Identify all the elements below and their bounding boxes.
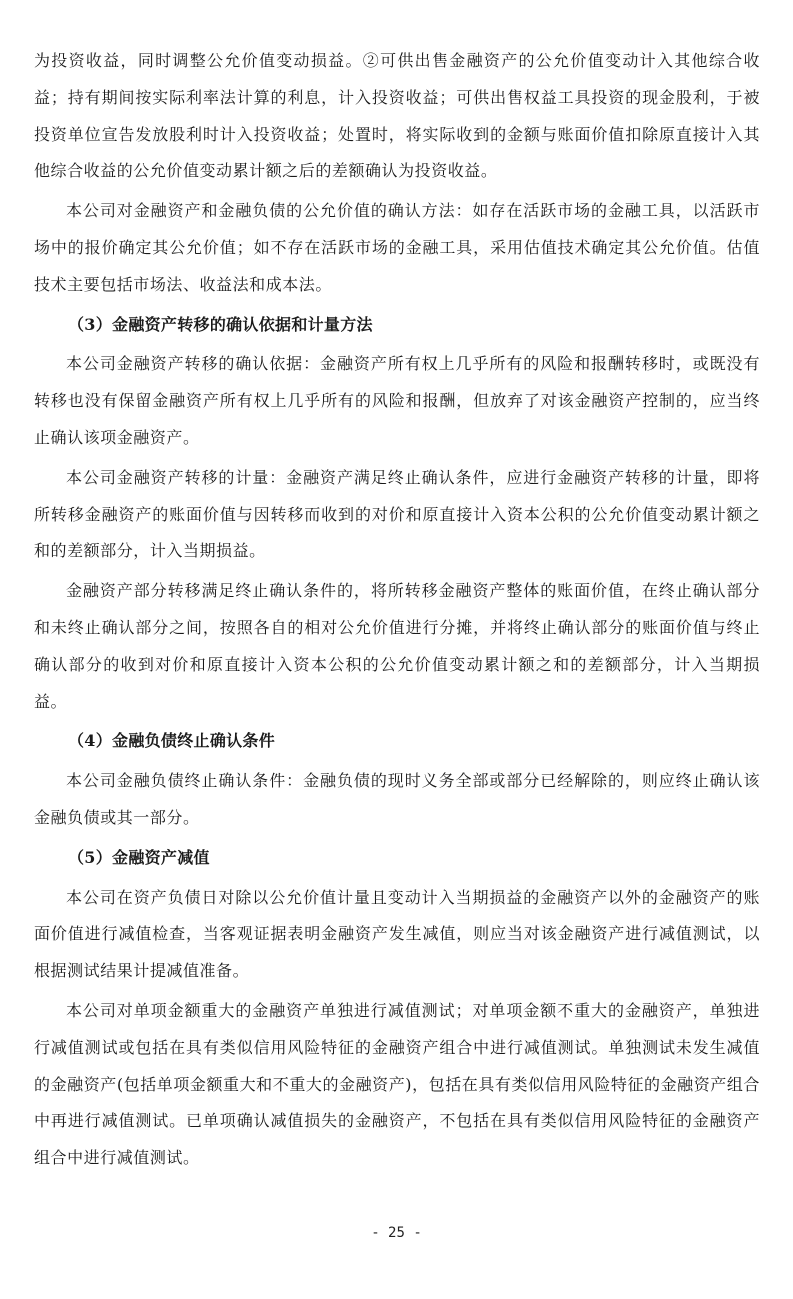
paragraph-investment-income-continuation: 为投资收益，同时调整公允价值变动损益。②可供出售金融资产的公允价值变动计入其他综合收益；持有期间按实际利率法计算的利息，计入投资收益；可供出售权益工具投资的现金股利，于被投资单位宣告发放股利时计入投资收益；处置时，将实际收到的金额与账面价值扣除原直接计入其他综合收益的公允价值变动累计额之后的差额确认为投资收益。	[34, 51, 760, 181]
paragraph-fair-value-method: 本公司对金融资产和金融负债的公允价值的确认方法：如存在活跃市场的金融工具，以活跃市场中的报价确定其公允价值；如不存在活跃市场的金融工具，采用估值技术确定其公允价值。估值技术主要包括市场法、收益法和成本法。	[34, 201, 760, 294]
paragraph-liability-derecognition: 本公司金融负债终止确认条件：金融负债的现时义务全部或部分已经解除的，则应终止确认该金融负债或其一部分。	[34, 771, 760, 827]
section-heading-5: （5）金融资产减值	[68, 847, 210, 867]
section-heading-4: （4）金融负债终止确认条件	[68, 731, 276, 751]
paragraph-transfer-measurement: 本公司金融资产转移的计量：金融资产满足终止确认条件，应进行金融资产转移的计量，即将所转移金融资产的账面价值与因转移而收到的对价和原直接计入资本公积的公允价值变动累计额之和的差额部分，计入当期损益。	[34, 467, 760, 561]
paragraph-partial-transfer: 金融资产部分转移满足终止确认条件的，将所转移金融资产整体的账面价值，在终止确认部分和未终止确认部分之间，按照各自的相对公允价值进行分摊，并将终止确认部分的账面价值与终止确认部分的收到对价和原直接计入资本公积的公允价值变动累计额之和的差额部分，计入当期损益。	[34, 581, 760, 711]
page-number: - 25 -	[371, 1225, 422, 1241]
paragraph-impairment-check: 本公司在资产负债日对除以公允价值计量且变动计入当期损益的金融资产以外的金融资产的账面价值进行减值检查，当客观证据表明金融资产发生减值，则应当对该金融资产进行减值测试，以根据测试结果计提减值准备。	[34, 887, 760, 981]
paragraph-impairment-testing: 本公司对单项金额重大的金融资产单独进行减值测试；对单项金额不重大的金融资产，单独进行减值测试或包括在具有类似信用风险特征的金融资产组合中进行减值测试。单独测试未发生减值的金融资产(包括单项金额重大和不重大的金融资产)，包括在具有类似信用风险特征的金融资产组合中再进行减值测试。已单项确认减值损失的金融资产，不包括在具有类似信用风险特征的金融资产组合中进行减值测试。	[34, 1000, 760, 1168]
section-heading-3: （3）金融资产转移的确认依据和计量方法	[68, 314, 373, 334]
paragraph-transfer-recognition: 本公司金融资产转移的确认依据：金融资产所有权上几乎所有的风险和报酬转移时，或既没有转移也没有保留金融资产所有权上几乎所有的风险和报酬，但放弃了对该金融资产控制的，应当终止确认该项金融资产。	[34, 354, 760, 447]
document-body	[34, 43, 760, 1180]
